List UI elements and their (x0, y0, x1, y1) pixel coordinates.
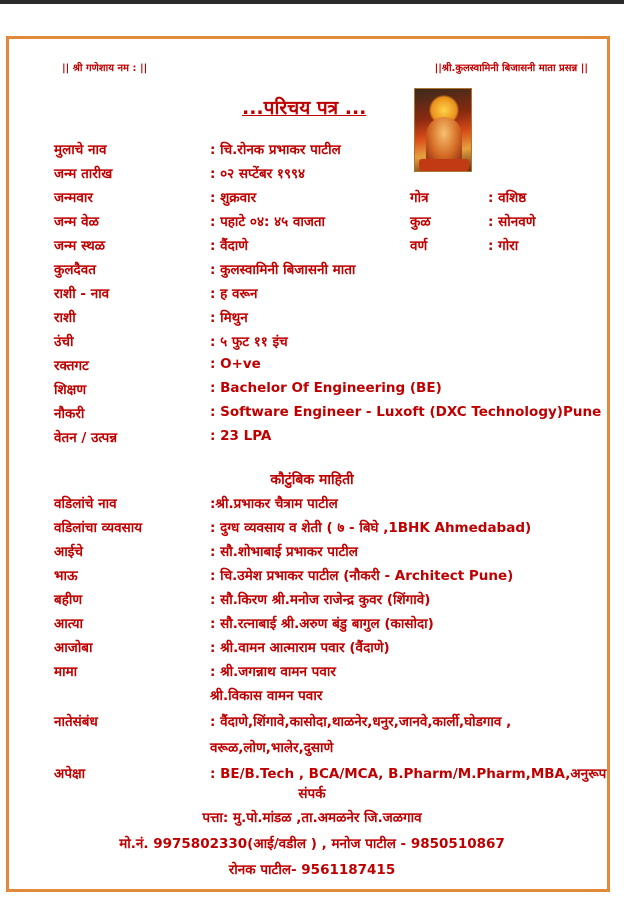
family-row (0, 638, 624, 660)
gotra-value: : वशिष्ठ (488, 190, 527, 206)
row-label: भाऊ (54, 568, 78, 584)
row-value: : चि.रोनक प्रभाकर पाटील (210, 142, 341, 158)
row-value: : सौ.शोभाबाई प्रभाकर पाटील (210, 544, 358, 560)
row-label: मुलाचे नाव (54, 142, 107, 158)
info-row (0, 356, 624, 378)
info-row (0, 332, 624, 354)
info-row (0, 188, 624, 210)
row-value: : वैंदाणे,शिंगावे,कासोदा,थाळनेर,धनुर,जानवे,कार्ली,घोडगाव , (210, 714, 512, 730)
row-label: आजोबा (54, 640, 93, 656)
family-row (0, 662, 624, 684)
row-value: : दुग्ध व्यवसाय व शेती ( ७ - बिघे ,1BHK Ahmedabad) (210, 520, 532, 536)
row-label: कुलदैवत (54, 262, 96, 278)
contact-heading: संपर्क (298, 786, 326, 802)
row-label: उंची (54, 334, 74, 350)
family-row (0, 518, 624, 540)
family-heading: कौटुंबिक माहिती (270, 472, 354, 488)
top-rule (0, 0, 624, 4)
row-label: राशी - नाव (54, 286, 110, 302)
info-row (0, 284, 624, 306)
varna-value: : गोरा (488, 238, 519, 254)
gotra-label: गोत्र (410, 190, 429, 206)
address: पत्ता: मु.पो.मांडळ ,ता.अमळनेर जि.जळगाव (202, 810, 422, 826)
info-row (0, 260, 624, 282)
row-label: आईचे (54, 544, 83, 560)
row-value: : सौ.किरण श्री.मनोज राजेन्द्र कुवर (शिंगावे) (210, 592, 431, 608)
family-row (0, 614, 624, 636)
ganesh-blessing: || श्री गणेशाय नम : || (62, 63, 148, 74)
row-value: : 23 LPA (210, 428, 272, 444)
row-label: नातेसंबंध (54, 714, 98, 730)
info-row (0, 236, 624, 258)
row-value: : वैंदाणे (210, 238, 249, 254)
family-row (0, 494, 624, 516)
row-value: : O+ve (210, 356, 261, 372)
row-value: वरूळ,लोण,भालेर,दुसाणे (210, 740, 334, 756)
info-row (0, 428, 624, 450)
row-value: : शुक्रवार (210, 190, 257, 206)
family-row (0, 738, 624, 760)
row-label: अपेक्षा (54, 766, 86, 782)
row-label: नौकरी (54, 406, 85, 422)
family-row (0, 764, 624, 786)
row-value: : BE/B.Tech , BCA/MCA, B.Pharm/M.Pharm,MBA,अनुरूप (210, 766, 607, 782)
row-value: : पहाटे ०४: ४५ वाजता (210, 214, 326, 230)
row-label: जन्मवार (54, 190, 93, 206)
info-row (0, 140, 624, 162)
phone-numbers: मो.नं. 9975802330(आई/वडील ) , मनोज पाटील - 9850510867 (119, 836, 505, 852)
row-value: श्री.विकास वामन पवार (210, 688, 323, 704)
row-label: वेतन / उत्पन्न (54, 430, 118, 446)
row-value: : ०२ सप्टेंबर १९९४ (210, 166, 306, 182)
row-label: शिक्षण (54, 382, 87, 398)
row-label: जन्म तारीख (54, 166, 113, 182)
row-value: : ५ फुट ११ इंच (210, 334, 288, 350)
row-value: : Software Engineer - Luxoft (DXC Technology)Pune (210, 404, 602, 420)
kul-value: : सोनवणे (488, 214, 536, 230)
row-value: : मिथुन (210, 310, 248, 326)
family-row (0, 712, 624, 734)
family-row (0, 542, 624, 564)
row-value: : ह वरून (210, 286, 258, 302)
row-label: बहीण (54, 592, 83, 608)
row-label: जन्म वेळ (54, 214, 99, 230)
info-row (0, 308, 624, 330)
row-label: जन्म स्थळ (54, 238, 105, 254)
family-row (0, 566, 624, 588)
row-label: मामा (54, 664, 78, 680)
info-row (0, 212, 624, 234)
row-value: : श्री.वामन आत्माराम पवार (वैंदाणे) (210, 640, 390, 656)
row-value: : चि.उमेश प्रभाकर पाटील (नौकरी - Architect Pune) (210, 568, 514, 584)
row-value: : कुलस्वामिनी बिजासनी माता (210, 262, 356, 278)
kuldevi-blessing: ||श्री.कुलस्वामिनी बिजासनी माता प्रसन्न || (434, 63, 588, 74)
row-value: : सौ.रत्नाबाई श्री.अरुण बंडु बागुल (कासोदा) (210, 616, 434, 632)
row-label: रक्तगट (54, 358, 89, 374)
row-label: वडिलांचा व्यवसाय (54, 520, 143, 536)
family-row (0, 686, 624, 708)
info-row (0, 164, 624, 186)
page-title: ...परिचय पत्र ... (242, 97, 367, 119)
row-label: राशी (54, 310, 76, 326)
info-row (0, 404, 624, 426)
ronak-phone: रोनक पाटील- 9561187415 (228, 862, 396, 878)
row-label: आत्या (54, 616, 84, 632)
family-row (0, 590, 624, 612)
row-value: : Bachelor Of Engineering (BE) (210, 380, 442, 396)
info-row (0, 380, 624, 402)
row-label: वडिलांचे नाव (54, 496, 117, 512)
varna-label: वर्ण (410, 238, 428, 254)
row-value: : श्री.जगन्नाथ वामन पवार (210, 664, 336, 680)
row-value: :श्री.प्रभाकर चैत्राम पाटील (210, 496, 338, 512)
kul-label: कुळ (410, 214, 431, 230)
